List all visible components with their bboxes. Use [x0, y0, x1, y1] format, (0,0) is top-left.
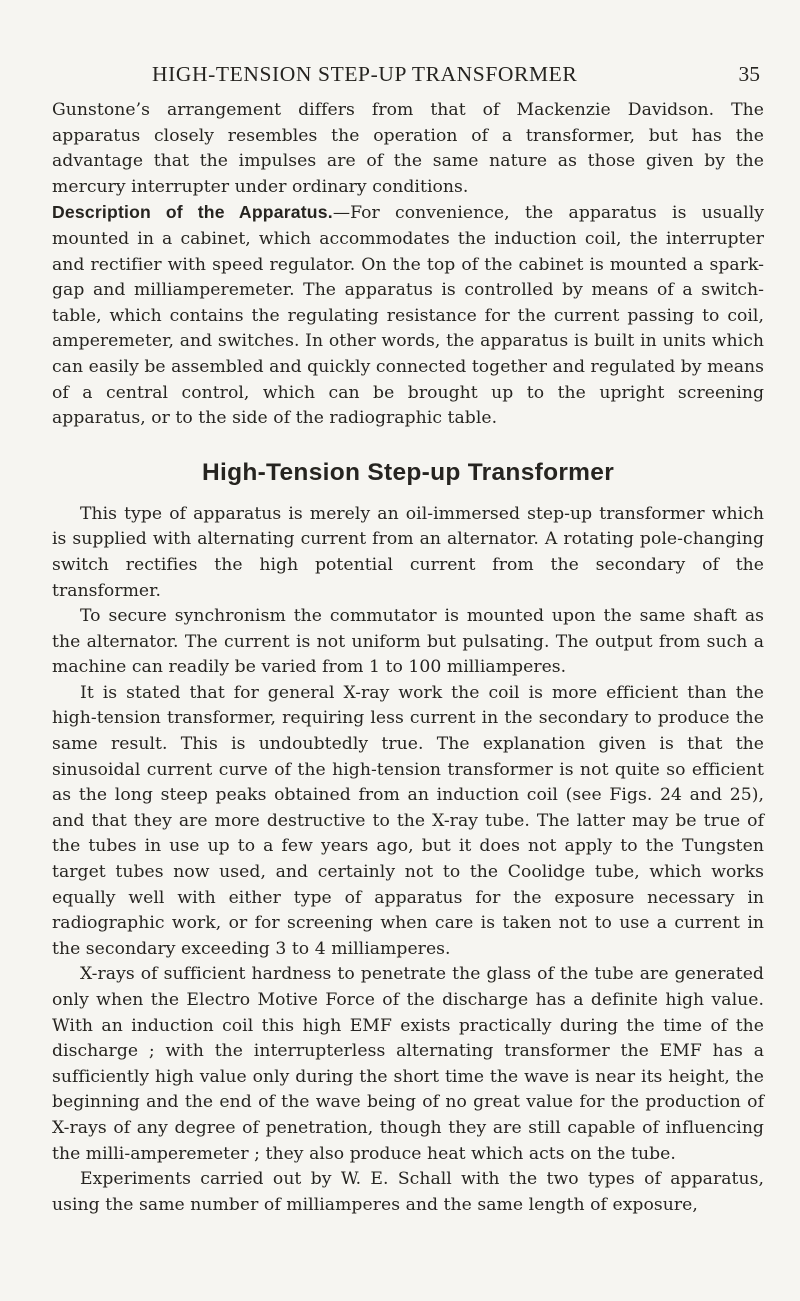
running-title: HIGH-TENSION STEP-UP TRANSFORMER: [152, 62, 578, 86]
description-paragraph: [52, 200, 764, 431]
description-run-in-heading: Description of the Apparatus.: [52, 202, 333, 223]
running-header: [0, 62, 800, 92]
section-heading: High-Tension Step-up Transformer: [201, 458, 615, 486]
paragraph-1: This type of apparatus is merely an oil-immersed step-up transformer which is supplied with alternating current from an alternator. A rotating pole-changing switch rectifies the high potential current from the secondary of the transformer.: [52, 503, 764, 601]
paragraph-3: It is stated that for general X-ray work the coil is more efficient than the high-tension transformer, requiring less current in the secondary to produce the same result. This is undoubtedly true. The explanation given is that the sinusoidal current curve of the high-tension transformer is not quite so efficient as the long steep peaks obtained from an induction coil (see Figs. 24 and 25), and that they are more destructive to the X-ray tube. The latter may be true of the tubes in use up to a few years ago, but it does not apply to the Tungsten target tubes now used, and certainly not to the Coolidge tube, which works equally well with either type of apparatus for the exposure necessary in radiographic work, or for screening when care is taken not to use a current in the secondary exceeding 3 to 4 milliamperes.: [52, 682, 764, 959]
paragraph-4: X-rays of sufficient hardness to penetrate the glass of the tube are generated only when the Electro Motive Force of the discharge has a definite high value. With an induction coil this high EMF exists practically during the time of the discharge ; with the interrupterless alternating transformer the EMF has a sufficiently high value only during the short time the wave is near its height, the beginning and the end of the wave being of no great value for the production of X-rays of any degree of penetration, though they are still capable of influencing the milli-amperemeter ; they also produce heat which acts on the tube.: [52, 964, 764, 1164]
paragraph-continued: Gunstone’s arrangement differs from that of Mackenzie Davidson. The apparatus closely resembles the operation of a transformer, but has the advantage that the impulses are of the same nature as those given by the mercury interrupter under ordinary conditions.: [52, 100, 764, 197]
paragraph-2: To secure synchronism the commutator is mounted upon the same shaft as the alternator. The current is not uniform but pulsating. The output from such a machine can readily be varied from 1 to 100 milliamperes.: [52, 606, 764, 678]
body-text: [52, 98, 764, 1218]
description-text: —For convenience, the apparatus is usually mounted in a cabinet, which accommodates the induction coil, the interrupter and rectifier with speed regulator. On the top of the cabinet is mounted a spark-gap and milliamperemeter. The apparatus is controlled by means of a switch-table, which contains the regulating resistance for the current passing to coil, amperemeter, and switches. In other words, the apparatus is built in units which can easily be assembled and quickly connected together and regulated by means of a central control, which can be brought up to the upright screening apparatus, or to the side of the radiographic table.: [52, 203, 764, 429]
page-number: 35: [738, 62, 760, 86]
paragraph-5: Experiments carried out by W. E. Schall with the two types of apparatus, using the same number of milliamperes and the same length of exposure,: [52, 1169, 764, 1215]
